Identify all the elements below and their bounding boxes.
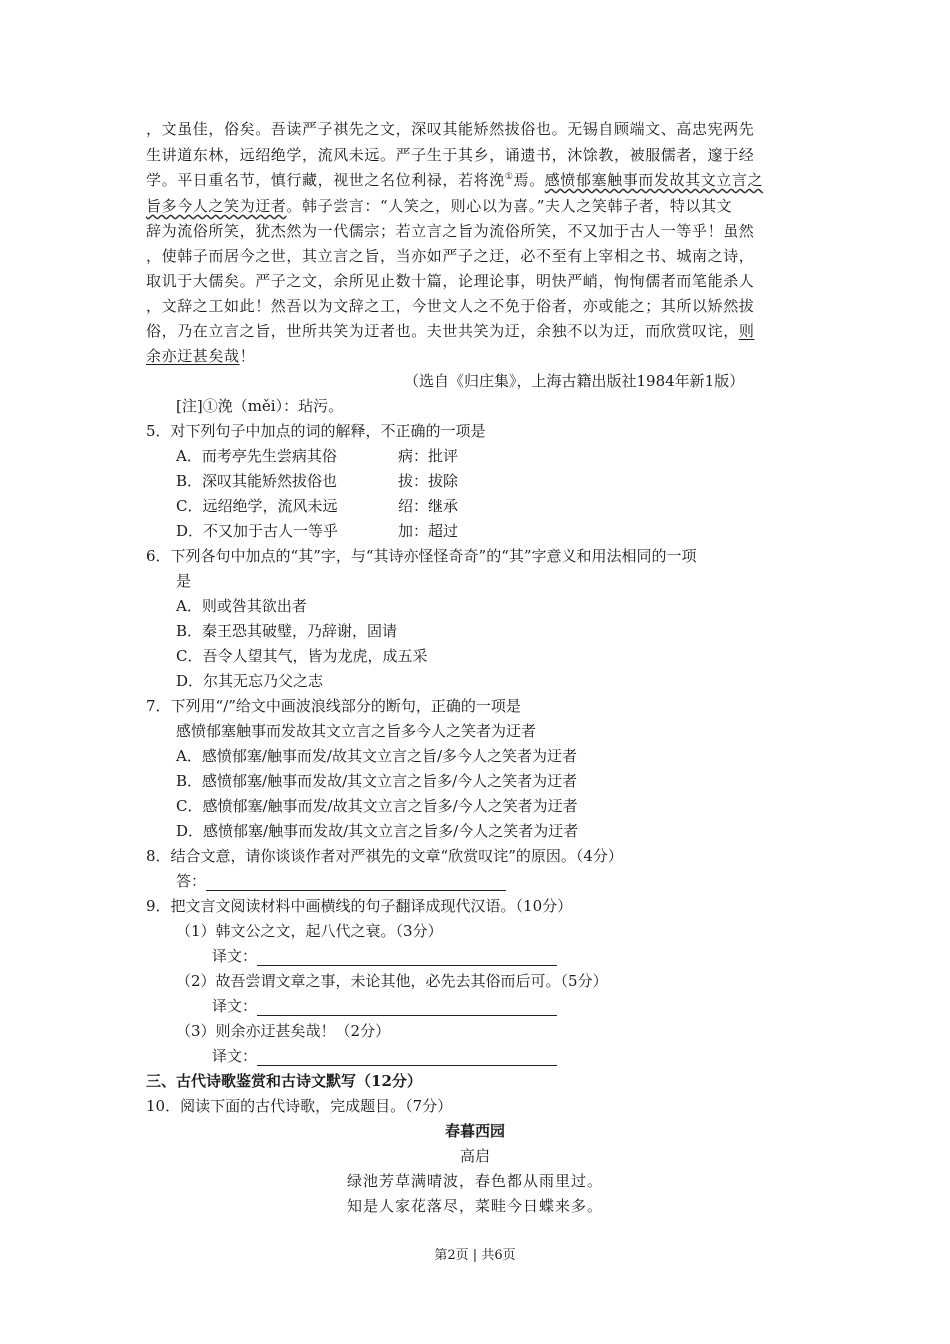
question-9-item-1: （1）韩文公之文，起八代之衰。（3分） [176,922,443,940]
answer-line[interactable] [257,949,557,966]
question-7-stem: 7．下列用“/”给文中画波浪线部分的断句，正确的一项是 [146,697,521,715]
option-b-gloss: 拔：拔除 [398,472,459,490]
footnote-marker: ① [504,172,514,182]
passage-text: 。韩子尝言：“人笑之，则心以为喜。”夫人之笑韩子者，特以其文 [286,197,733,215]
passage-line-6: ，使韩子而居今之世，其立言之旨，当亦如严子之迂，必不至有上宰相之书、城南之诗， [146,247,755,265]
translation-row [212,945,557,966]
page-footer: 第2页 | 共6页 [434,1248,516,1263]
poem-line-1: 绿池芳草满晴波，春色都从雨里过。 [346,1172,603,1190]
passage-line-3 [146,169,763,190]
question-6-stem: 6．下列各句中加点的“其”字，与“其诗亦怪怪奇奇”的“其”字意义和用法相同的一项 [146,547,697,565]
question-5-stem: 5．对下列句子中加点的词的解释，不正确的一项是 [146,422,486,440]
underlined-text: 余亦迂甚矣哉 [146,347,240,365]
passage-text: ！ [239,347,256,365]
question-9-item-3: （3）则余亦迂甚矣哉！（2分） [176,1022,391,1040]
poem-title: 春暮西园 [444,1122,505,1140]
passage-text: 学。平日重名节，慎行藏，视世之名位利禄，若将浼 [146,171,505,189]
passage-line-7: 取讥于大儒矣。严子之文，余所见止数十篇，论理论事，明快严峭，恂恂儒者而笔能杀人 [146,272,755,290]
option-d: D．尔其无忘乃父之志 [176,672,324,690]
footnote: [注]①浼（měi）：玷污。 [176,397,344,415]
translation-label: 译文： [212,947,258,965]
passage-line-1: ，文虽佳，俗矣。吾读严子祺先之文，深叹其能矫然拔俗也。无锡自顾端文、高忠宪两先 [146,120,755,138]
answer-line[interactable] [206,874,506,891]
question-9-stem: 9．把文言文阅读材料中画横线的句子翻译成现代汉语。（10分） [146,897,573,915]
option-d: D．感愤郁塞/触事而发故/其文立言之旨多/今人之笑者为迂者 [176,822,579,840]
poem-line-2: 知是人家花落尽，菜畦今日蝶来多。 [346,1197,603,1215]
question-9-item-2: （2）故吾尝谓文章之事，未论其他，必先去其俗而后可。（5分） [176,972,608,990]
poem-author: 高启 [459,1147,490,1165]
translation-row [212,1045,557,1066]
option-a-gloss: 病：批评 [398,447,459,465]
passage-line-10 [146,345,255,366]
answer-line[interactable] [257,999,557,1016]
option-d: D．不又加于古人一等乎 [176,522,339,540]
option-b: B．秦王恐其破璧，乃辞谢，固请 [176,622,398,640]
option-d-gloss: 加：超过 [398,522,459,540]
passage-line-4 [146,195,732,216]
option-c: C．远绍绝学，流风未远 [176,497,338,515]
answer-label: 答： [176,872,207,890]
option-a: A．而考亭先生尝病其俗 [176,447,337,465]
question-6-stem-cont: 是 [176,572,192,590]
translation-label: 译文： [212,1047,258,1065]
passage-line-2: 生讲道东林，远绍绝学，流风未远。严子生于其乡，诵遗书，沐馀教，被服儒者，邃于经 [146,146,755,164]
wavy-underlined-text: 感愤郁塞触事而发故其文立言之 [544,171,764,189]
section-heading: 三、古代诗歌鉴赏和古诗文默写（12分） [146,1072,422,1090]
translation-row [212,995,557,1016]
passage-text: 焉。 [513,171,545,189]
option-b: B．深叹其能矫然拔俗也 [176,472,338,490]
option-c: C．感愤郁塞/触事而发/故其文立言之旨多/今人之笑者为迂者 [176,797,578,815]
passage-line-5: 辞为流俗所笑，犹杰然为一代儒宗；若立言之旨为流俗所笑，不又加于古人一等乎！虽然 [146,222,755,240]
passage-line-8: ，文辞之工如此！然吾以为文辞之工，今世文人之不免于俗者，亦或能之；其所以矫然拔 [146,297,755,315]
wavy-underlined-text: 旨多今人之笑为迂者 [146,197,287,215]
passage-source: （选自《归庄集》，上海古籍出版社1984年新1版） [404,372,745,390]
translation-label: 译文： [212,997,258,1015]
answer-line[interactable] [257,1049,557,1066]
question-8-stem: 8．结合文意，请你谈谈作者对严祺先的文章“欣赏叹诧”的原因。（4分） [146,847,623,865]
option-c: C．吾令人望其气，皆为龙虎，成五采 [176,647,428,665]
option-a: A．则或咎其欲出者 [176,597,307,615]
option-c-gloss: 绍：继承 [398,497,459,515]
answer-row [176,870,506,891]
option-a: A．感愤郁塞/触事而发/故其文立言之旨/多今人之笑者为迂者 [176,747,577,765]
passage-line-9 [146,320,754,341]
underlined-text: 则 [738,322,755,340]
question-7-sentence: 感愤郁塞触事而发故其文立言之旨多今人之笑者为迂者 [176,722,537,740]
question-10-stem: 10．阅读下面的古代诗歌，完成题目。（7分） [146,1097,453,1115]
passage-text: 俗，乃在立言之旨，世所共笑为迂者也。夫世共笑为迂，余独不以为迂，而欣赏叹诧， [146,322,739,340]
option-b: B．感愤郁塞/触事而发故/其文立言之旨多/今人之笑者为迂者 [176,772,578,790]
